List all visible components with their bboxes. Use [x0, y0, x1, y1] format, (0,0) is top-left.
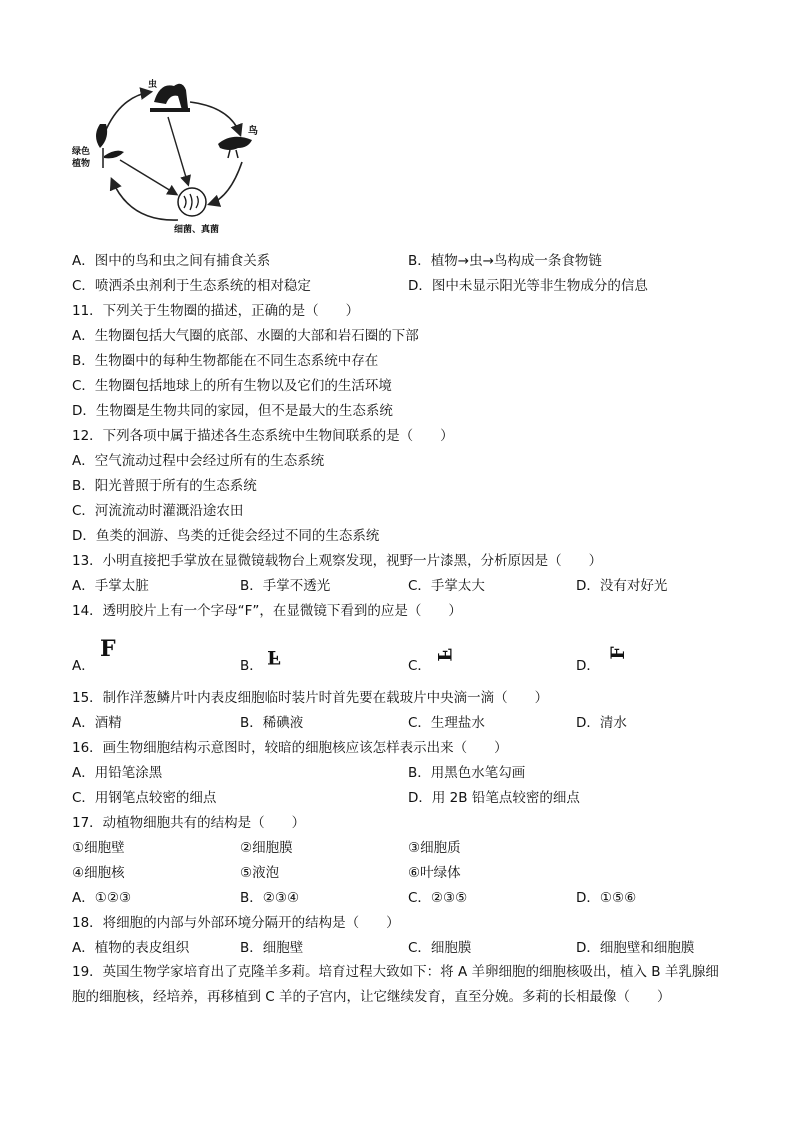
- q18-option-d[interactable]: D．细胞壁和细胞膜: [576, 940, 695, 956]
- ecosystem-diagram: [70, 72, 275, 242]
- q17-item-6: ⑥叶绿体: [408, 865, 461, 881]
- q16-option-a[interactable]: A．用铅笔涂黑: [72, 765, 163, 781]
- q15-option-b[interactable]: B．稀碘液: [240, 715, 304, 731]
- q16-option-d[interactable]: D．用 2B 铅笔点较密的细点: [408, 790, 580, 806]
- q14-glyph-d: F: [606, 646, 629, 660]
- q11-option-d[interactable]: D．生物圈是生物共同的家园，但不是最大的生态系统: [72, 403, 393, 419]
- q15-option-a[interactable]: A．酒精: [72, 715, 122, 731]
- q16-stem: 16．画生物细胞结构示意图时，较暗的细胞核应该怎样表示出来（ ）: [72, 740, 508, 756]
- q17-option-c[interactable]: C．②③⑤: [408, 890, 468, 906]
- q13-option-c[interactable]: C．手掌太大: [408, 578, 485, 594]
- q17-item-3: ③细胞质: [408, 840, 461, 856]
- q12-option-d[interactable]: D．鱼类的洄游、鸟类的迁徙会经过不同的生态系统: [72, 528, 380, 544]
- q12-option-b[interactable]: B．阳光普照于所有的生态系统: [72, 478, 257, 494]
- q14-option-b[interactable]: B．: [240, 658, 263, 674]
- q10-option-b[interactable]: B．植物→虫→鸟构成一条食物链: [408, 253, 602, 269]
- q18-option-a[interactable]: A．植物的表皮组织: [72, 940, 190, 956]
- label-bird: 鸟: [248, 126, 258, 137]
- q19-stem: 19．英国生物学家培育出了克隆羊多莉。培育过程大致如下：将 A 羊卵细胞的细胞核吸出，植入 B 羊乳腺细胞的细胞核，经培养，再移植到 C 羊的子宫内，让它继续发育，直至分娩。多莉的长相最像（ ）: [72, 964, 719, 1005]
- q11-option-c[interactable]: C．生物圈包括地球上的所有生物以及它们的生活环境: [72, 378, 392, 394]
- q17-item-4: ④细胞核: [72, 865, 125, 881]
- q18-option-b[interactable]: B．细胞壁: [240, 940, 304, 956]
- q17-item-1: ①细胞壁: [72, 840, 125, 856]
- q13-option-b[interactable]: B．手掌不透光: [240, 578, 331, 594]
- plant-drawing: [96, 124, 124, 168]
- q14-glyph-a: F: [100, 636, 116, 662]
- q14-glyph-c: F: [432, 648, 455, 662]
- label-decomposer: 细菌、真菌: [174, 225, 220, 235]
- q17-option-d[interactable]: D．①⑤⑥: [576, 890, 637, 906]
- q10-option-c[interactable]: C．喷洒杀虫剂利于生态系统的相对稳定: [72, 278, 311, 294]
- q15-stem: 15．制作洋葱鳞片叶内表皮细胞临时装片时首先要在载玻片中央滴一滴（ ）: [72, 690, 549, 706]
- q16-option-b[interactable]: B．用黑色水笔勾画: [408, 765, 526, 781]
- bird-drawing: [218, 137, 252, 158]
- q17-option-b[interactable]: B．②③④: [240, 890, 300, 906]
- q11-option-a[interactable]: A．生物圈包括大气圈的底部、水圈的大部和岩石圈的下部: [72, 328, 419, 344]
- q10-option-a[interactable]: A．图中的鸟和虫之间有捕食关系: [72, 253, 271, 269]
- q17-option-a[interactable]: A．①②③: [72, 890, 132, 906]
- q18-option-c[interactable]: C．细胞膜: [408, 940, 472, 956]
- q12-stem: 12．下列各项中属于描述各生态系统中生物间联系的是（ ）: [72, 428, 454, 444]
- q17-item-5: ⑤液泡: [240, 865, 280, 881]
- label-insect: 虫: [148, 80, 158, 90]
- q15-option-c[interactable]: C．生理盐水: [408, 715, 485, 731]
- q11-stem: 11．下列关于生物圈的描述，正确的是（ ）: [72, 303, 360, 319]
- q14-stem: 14．透明胶片上有一个字母“F”，在显微镜下看到的应是（ ）: [72, 603, 462, 619]
- q16-option-c[interactable]: C．用钢笔点较密的细点: [72, 790, 217, 806]
- q12-option-a[interactable]: A．空气流动过程中会经过所有的生态系统: [72, 453, 325, 469]
- q17-stem: 17．动植物细胞共有的结构是（ ）: [72, 815, 306, 831]
- q14-option-d[interactable]: D．: [576, 658, 600, 674]
- arrow-insect-to-bird: [190, 102, 240, 134]
- q14-glyph-b: F: [267, 645, 281, 669]
- arrow-insect-to-decomposer: [168, 117, 188, 184]
- q11-option-b[interactable]: B．生物圈中的每种生物都能在不同生态系统中存在: [72, 353, 379, 369]
- arrow-plant-decomposer: [120, 160, 176, 194]
- q13-stem: 13．小明直接把手掌放在显微镜载物台上观察发现，视野一片漆黑，分析原因是（ ）: [72, 553, 603, 569]
- arrow-plant-to-insect: [105, 92, 150, 132]
- q14-option-a[interactable]: A．: [72, 658, 95, 674]
- q13-option-a[interactable]: A．手掌太脏: [72, 578, 149, 594]
- q12-option-c[interactable]: C．河流流动时灌溉沿途农田: [72, 503, 244, 519]
- q10-option-d[interactable]: D．图中未显示阳光等非生物成分的信息: [408, 278, 648, 294]
- decomposer-drawing: [178, 188, 206, 216]
- q17-item-2: ②细胞膜: [240, 840, 293, 856]
- arrow-bird-to-decomposer: [210, 162, 242, 204]
- arrow-decomposer-to-plant: [112, 180, 178, 220]
- q13-option-d[interactable]: D．没有对好光: [576, 578, 668, 594]
- q14-option-c[interactable]: C．: [408, 658, 431, 674]
- label-plant: 绿色植物: [72, 147, 91, 169]
- q15-option-d[interactable]: D．清水: [576, 715, 627, 731]
- q18-stem: 18．将细胞的内部与外部环境分隔开的结构是（ ）: [72, 915, 400, 931]
